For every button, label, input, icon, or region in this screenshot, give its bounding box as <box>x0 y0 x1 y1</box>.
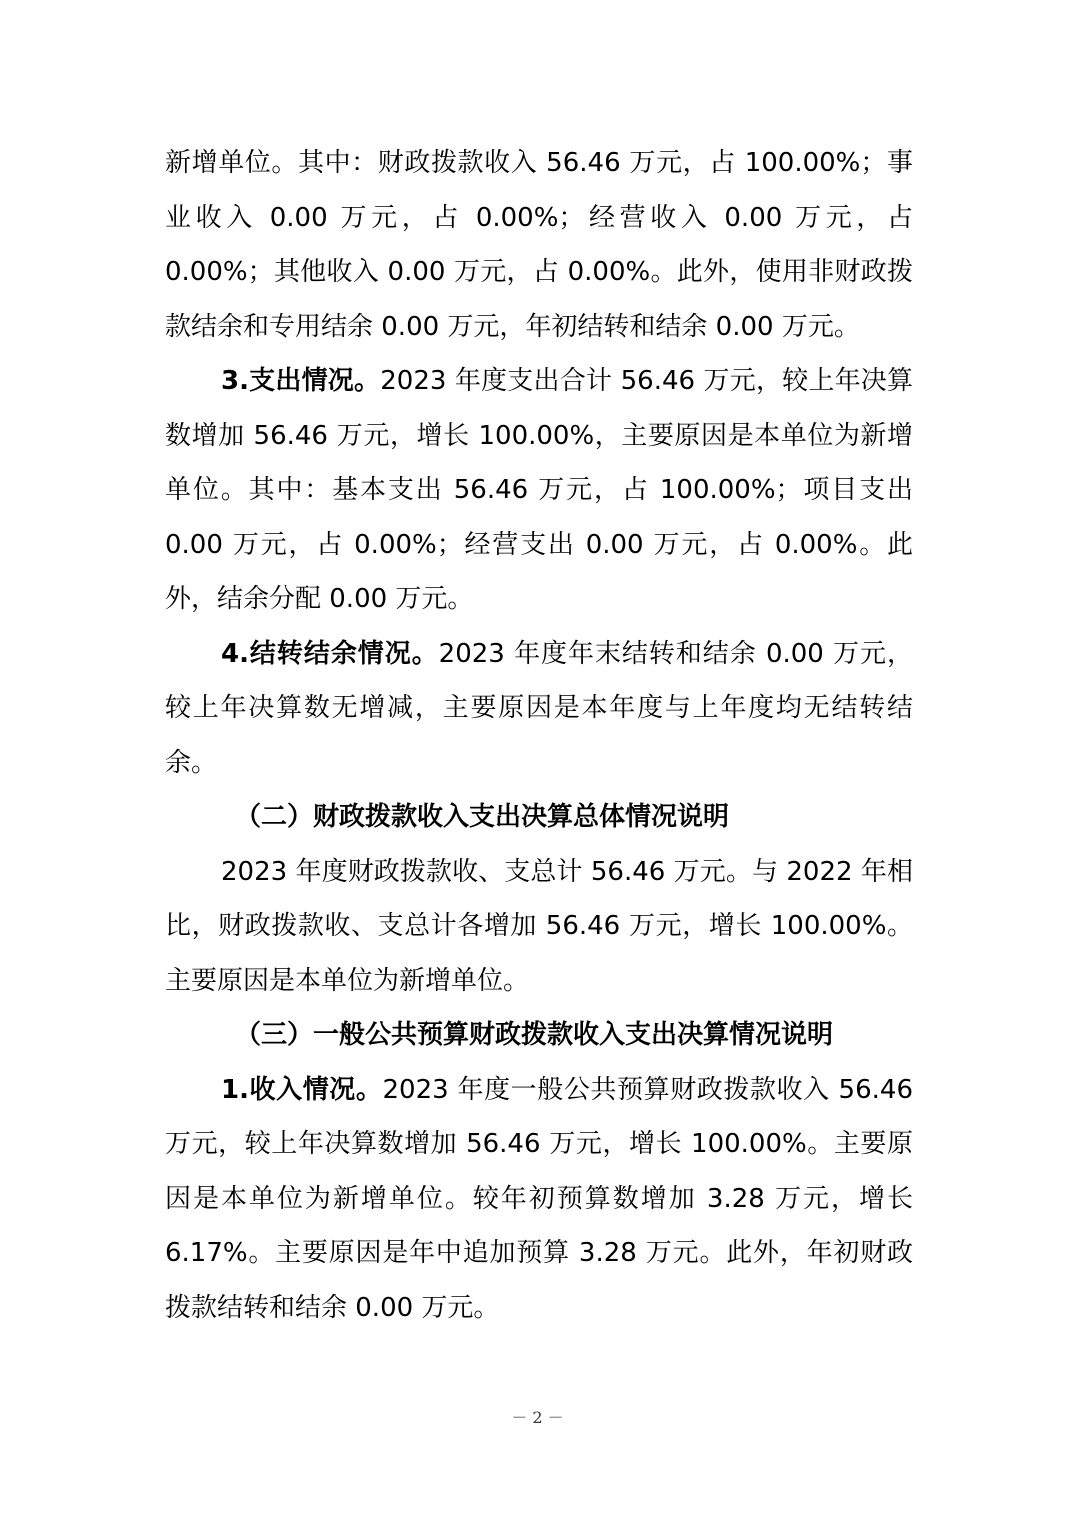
carryover-text: 2023 年度年末结转和结余 0.00 万元，较上年决算数无增减，主要原因是本年度与上年度均无结转结余。 <box>165 638 913 778</box>
general-income-paragraph <box>165 1063 913 1336</box>
expenditure-lead: 3.支出情况。 <box>221 366 381 396</box>
section-heading-general-budget: （三）一般公共预算财政拨款收入支出决算情况说明 <box>235 1020 834 1050</box>
income-continued-paragraph: 新增单位。其中：财政拨款收入 56.46 万元，占 100.00%；事业收入 0.00 万元，占 0.00%；经营收入 0.00 万元，占 0.00%；其他收入 0.00 万元，占 0.00%。此外，使用非财政拨款结余和专用结余 0.00 万元，年初结转和结余 0.00 万元。 <box>165 148 913 342</box>
page-number: － 2 － <box>511 1408 564 1427</box>
carryover-paragraph <box>165 627 913 791</box>
section-heading-fiscal-overall: （二）财政拨款收入支出决算总体情况说明 <box>235 802 730 832</box>
carryover-lead: 4.结转结余情况。 <box>221 638 439 669</box>
fiscal-overall-paragraph: 2023 年度财政拨款收、支总计 56.46 万元。与 2022 年相比，财政拨款收、支总计各增加 56.46 万元，增长 100.00%。主要原因是本单位为新增单位。 <box>165 856 913 996</box>
general-income-text: 2023 年度一般公共预算财政拨款收入 56.46 万元，较上年决算数增加 56.46 万元，增长 100.00%。主要原因是本单位为新增单位。较年初预算数增加 3.28 万元，增长 6.17%。主要原因是年中追加预算 3.28 万元。此外，年初财政拨款结转和结余 0.00 万元。 <box>165 1074 913 1323</box>
expenditure-text: 2023 年度支出合计 56.46 万元，较上年决算数增加 56.46 万元，增长 100.00%，主要原因是本单位为新增单位。其中：基本支出 56.46 万元，占 100.00%；项目支出 0.00 万元，占 0.00%；经营支出 0.00 万元，占 0.00%。此外，结余分配 0.00 万元。 <box>165 366 913 614</box>
general-income-lead: 1.收入情况。 <box>221 1074 383 1105</box>
expenditure-paragraph <box>165 354 913 627</box>
document-body <box>165 136 913 1335</box>
